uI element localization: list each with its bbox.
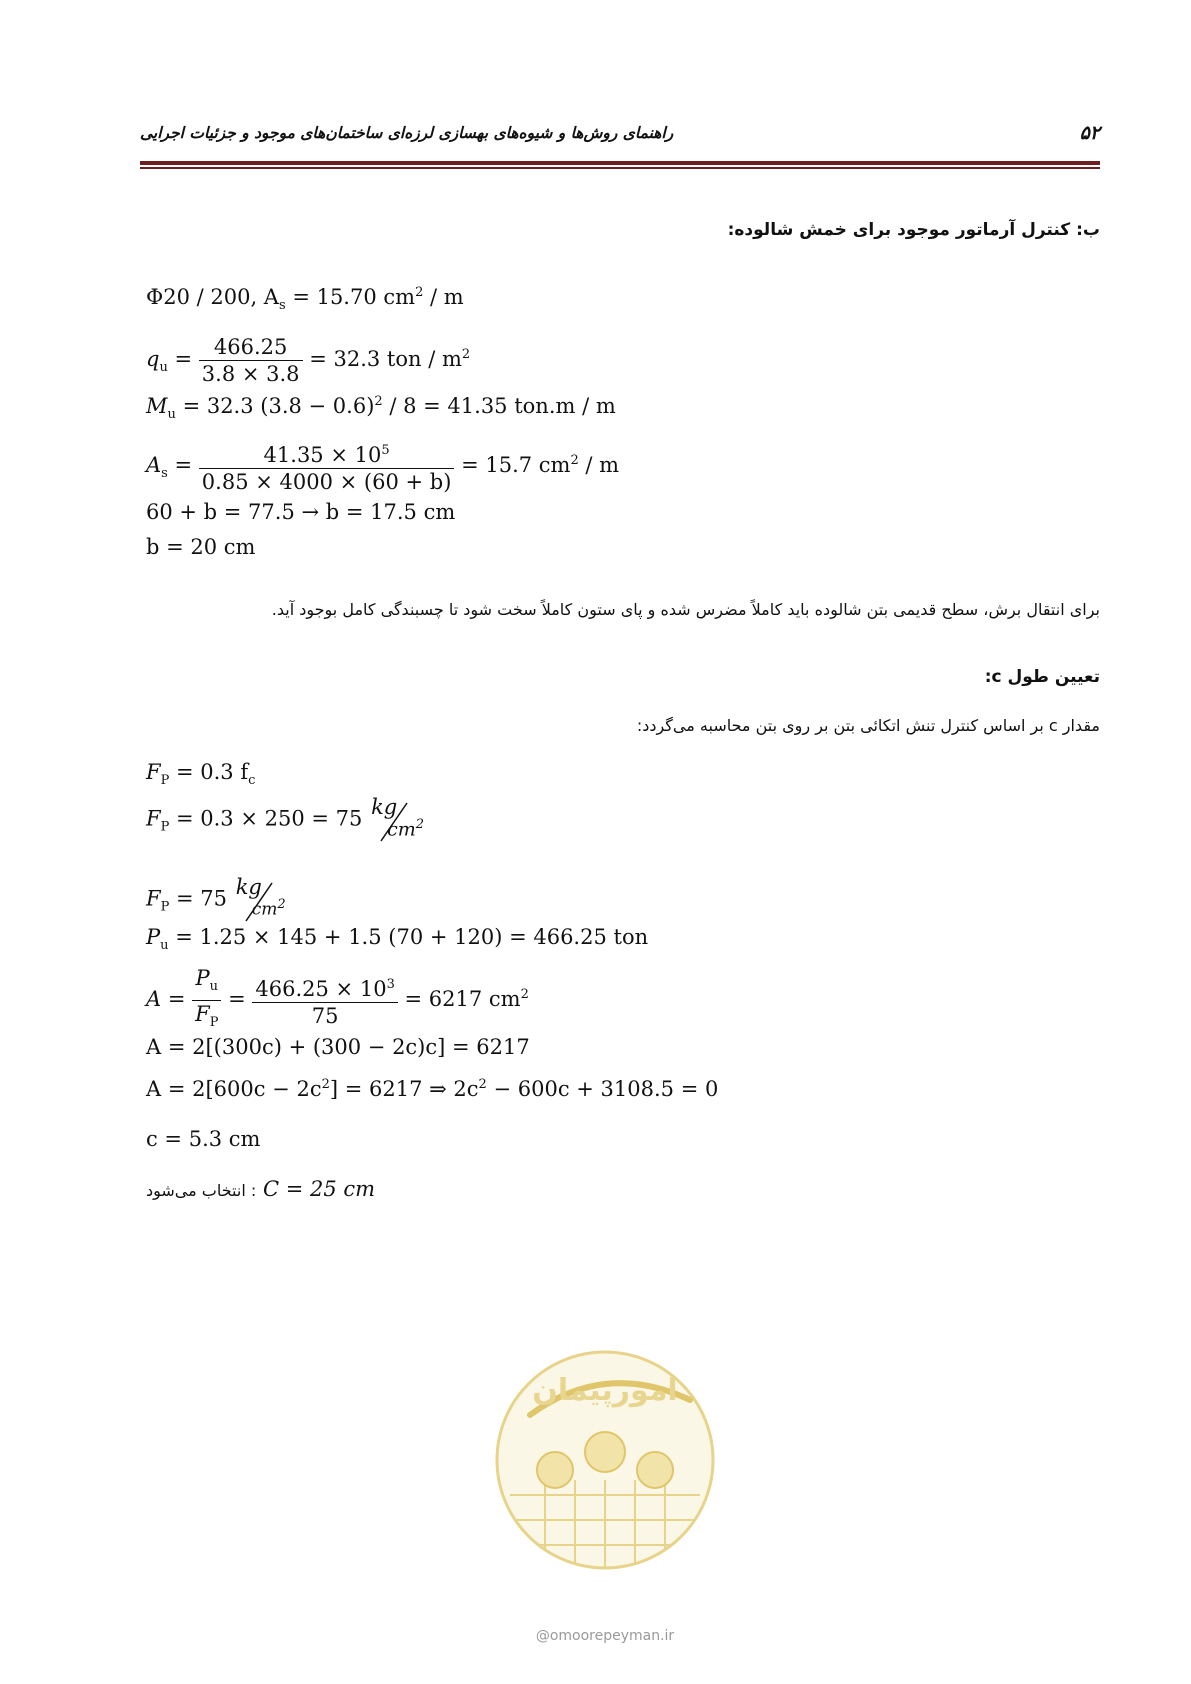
eq-as: $A_s$ = $\frac{41.35 \times 10^5}{0.85 \times 4000 \times (60 + b)}$ = 15.7 $cm^2$ / m [146, 438, 619, 495]
c-select-value: C = 25 cm [262, 1177, 376, 1201]
watermark-site: @omoorepeyman.ir [535, 1628, 675, 1644]
shear-note: برای انتقال برش، سطح قدیمی بتن شالوده باید کاملاً مضرس شده و پای ستون کاملاً سخت شود تا چسبندگی کامل بوجود آید. [271, 600, 1100, 619]
eq-c-value: c = 5.3 cm [146, 1127, 261, 1151]
eq-mu: $M_u = 32.3$ $(3.8 - 0.6)^2 / 8 = 41.35$ ton.m / m [146, 394, 616, 423]
page-header [140, 124, 1100, 154]
eq-area-expand: A = 2[(300c) + (300 − 2c)c] = 6217 [146, 1035, 530, 1059]
eq-quadratic: $A = 2[600c - 2c^2] = 6217$ ⇒ $2c^2 - 600c + 3108.5 = 0$ [146, 1077, 719, 1101]
eq-b-solve: 60 + b = 77.5 → b = 17.5 cm [146, 500, 456, 524]
unit-kg-per-cm2: kg $cm^2$ [371, 795, 425, 841]
select-text: : انتخاب می‌شود [146, 1181, 257, 1200]
eq-rebar: Φ20 / 200, $A_s = 15.70$ $cm^2$ / m [146, 285, 464, 314]
watermark-logo [490, 1320, 720, 1650]
eq-area: A = $\frac{P_u}{F_P}$ = $\frac{466.25 \times 10^3}{75}$ = 6217 $cm^2$ [146, 966, 529, 1031]
svg-text:امورپیمان: امورپیمان [532, 1373, 678, 1408]
selected-c [146, 1177, 375, 1201]
eq-b-final: b = 20 cm [146, 535, 256, 559]
eq-fp-formula: $F_P = 0.3$ $f_c$ [146, 760, 256, 789]
header-rule-thin [140, 167, 1100, 169]
eq-qu: $q_u$ = $\frac{466.25}{3.8 \times 3.8}$ = 32.3 ton / $m^2$ [146, 335, 471, 386]
unit-kg-per-cm2-small: kg $cm^2$ [235, 875, 286, 920]
section-b-heading: ب: کنترل آرماتور موجود برای خمش شالوده: [727, 220, 1100, 240]
header-rule-thick [140, 161, 1100, 165]
page-number: ۵۲ [1079, 122, 1100, 144]
eq-fp-result: $F_P = 75$ kg $cm^2$ [146, 875, 298, 925]
header-title: راهنمای روش‌ها و شیوه‌های بهسازی لرزه‌ای ساختمان‌های موجود و جزئیات اجرایی [140, 124, 674, 142]
eq-pu: $P_u = 1.25 \times 145 + 1.5$ (70 + 120) = 466.25 ton [146, 925, 649, 954]
seal-icon [490, 1320, 720, 1620]
section-c-heading: تعیین طول c: [984, 667, 1100, 687]
eq-fp-value: $F_P = 0.3 \times 250 = 75$ kg $cm^2$ [146, 795, 433, 845]
section-c-intro: مقدار c بر اساس کنترل تنش اتکائی بتن بر روی بتن محاسبه می‌گردد: [636, 716, 1100, 735]
